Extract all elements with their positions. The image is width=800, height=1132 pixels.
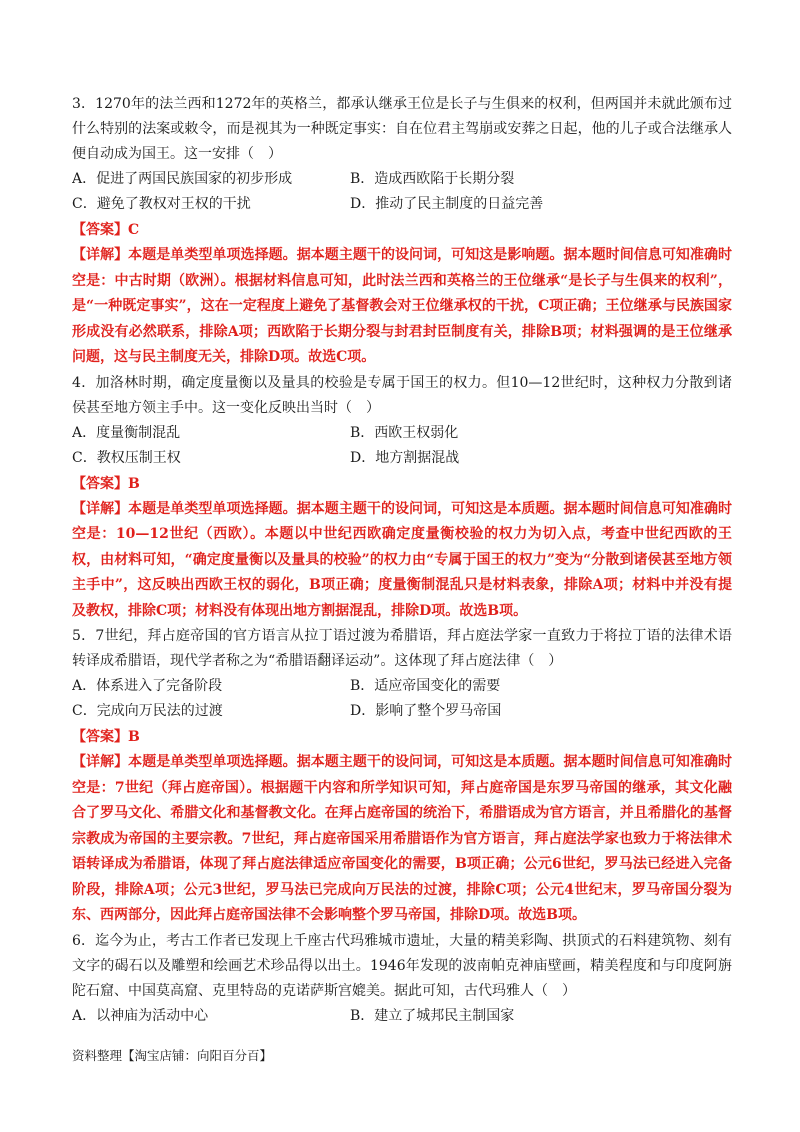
option-list	[72, 167, 732, 217]
document-body	[72, 92, 732, 1029]
option-c: C．教权压制王权	[72, 449, 181, 466]
answer-label: 【答案】B	[72, 729, 140, 745]
question-3	[72, 92, 732, 371]
option-c: C．避免了教权对王权的干扰	[72, 196, 251, 212]
question-5	[72, 624, 732, 929]
question-4	[72, 371, 732, 625]
answer-label: 【答案】B	[72, 475, 140, 492]
option-c: C．完成向万民法的过渡	[72, 703, 223, 719]
option-a: A．促进了两国民族国家的初步形成	[72, 171, 293, 187]
question-stem: 3．1270年的法兰西和1272年的英格兰，都承认继承王位是长子与生俱来的权利，但两国并未就此颁布过什么特别的法案或敕令，而是视其为一种既定事实：自在位君主驾崩或安葬之日起，他的儿子或合法继承人便自动成为国王。这一安排（ ）	[72, 96, 732, 162]
option-d: D．地方割据混战	[350, 449, 460, 466]
answer-explanation: 【详解】本题是单类型单项选择题。据本题主题干的设问词，可知这是本质题。据本题时间信息可知准确时空是：10—12世纪（西欧）。本题以中世纪西欧确定度量衡校验的权力为切入点，考查中世纪西欧的王权，由材料可知，“确定度量衡以及量具的校验”的权力由“专属于国王的权力”变为“分散到诸侯甚至地方领主手中”，这反映出西欧王权的弱化，B项正确；度量衡制混乱只是材料表象，排除A项；材料中并没有提及教权，排除C项；材料没有体现出地方割据混乱，排除D项。故选B项。	[72, 500, 732, 619]
answer-explanation: 【详解】本题是单类型单项选择题。据本题主题干的设问词，可知这是本质题。据本题时间信息可知准确时空是：7世纪（拜占庭帝国）。根据题干内容和所学知识可知，拜占庭帝国是东罗马帝国的继承，其文化融合了罗马文化、希腊文化和基督教文化。在拜占庭帝国的统治下，希腊语成为官方语言，并且希腊化的基督宗教成为帝国的主要宗教。7世纪，拜占庭帝国采用希腊语作为官方语言，拜占庭法学家也致力于将法律术语转译成为希腊语，体现了拜占庭法律适应帝国变化的需要，B项正确；公元6世纪，罗马法已经进入完备阶段，排除A项；公元3世纪，罗马法已完成向万民法的过渡，排除C项；公元4世纪末，罗马帝国分裂为东、西两部分，因此拜占庭帝国法律不会影响整个罗马帝国，排除D项。故选B项。	[72, 754, 732, 923]
page-footer: 资料整理【淘宝店铺：向阳百分百】	[72, 1048, 273, 1063]
question-stem: 4．加洛林时期，确定度量衡以及量具的校验是专属于国王的权力。但10—12世纪时，这种权力分散到诸侯甚至地方领主手中。这一变化反映出当时（ ）	[72, 374, 732, 416]
option-a: A．度量衡制混乱	[72, 424, 181, 441]
question-stem: 6．迄今为止，考古工作者已发现上千座古代玛雅城市遗址，大量的精美彩陶、拱顶式的石料建筑物、刻有文字的碣石以及雕塑和绘画艺术珍品得以出土。1946年发现的波南帕克神庙壁画，精美程度和与印度阿旃陀石窟、中国莫高窟、克里特岛的克诺萨斯宫媲美。据此可知，古代玛雅人（ ）	[72, 932, 732, 999]
option-list	[72, 421, 732, 471]
option-a: A．体系进入了完备阶段	[72, 678, 223, 694]
option-b: B．适应帝国变化的需要	[350, 678, 501, 694]
answer-label: 【答案】C	[72, 222, 140, 238]
option-d: D．影响了整个罗马帝国	[350, 703, 502, 719]
option-b: B．建立了城邦民主制国家	[350, 1007, 515, 1024]
option-list	[72, 1004, 732, 1029]
question-stem: 5．7世纪，拜占庭帝国的官方语言从拉丁语过渡为希腊语，拜占庭法学家一直致力于将拉丁语的法律术语转译成希腊语，现代学者称之为“希腊语翻译运动”。这体现了拜占庭法律（ ）	[72, 628, 732, 669]
option-b: B．造成西欧陷于长期分裂	[350, 171, 515, 187]
option-list	[72, 674, 732, 724]
question-6	[72, 929, 732, 1029]
option-d: D．推动了民主制度的日益完善	[350, 196, 544, 212]
answer-explanation: 【详解】本题是单类型单项选择题。据本题主题干的设问词，可知这是影响题。据本题时间信息可知准确时空是：中古时期（欧洲）。根据材料信息可知，此时法兰西和英格兰的王位继承“是长子与生俱来的权利”，是“一种既定事实”，这在一定程度上避免了基督教会对王位继承权的干扰，C项正确；王位继承与民族国家形成没有必然联系，排除A项；西欧陷于长期分裂与封君封臣制度有关，排除B项；材料强调的是王位继承问题，这与民主制度无关，排除D项。故选C项。	[72, 247, 732, 365]
option-a: A．以神庙为活动中心	[72, 1007, 209, 1024]
option-b: B．西欧王权弱化	[350, 424, 459, 441]
